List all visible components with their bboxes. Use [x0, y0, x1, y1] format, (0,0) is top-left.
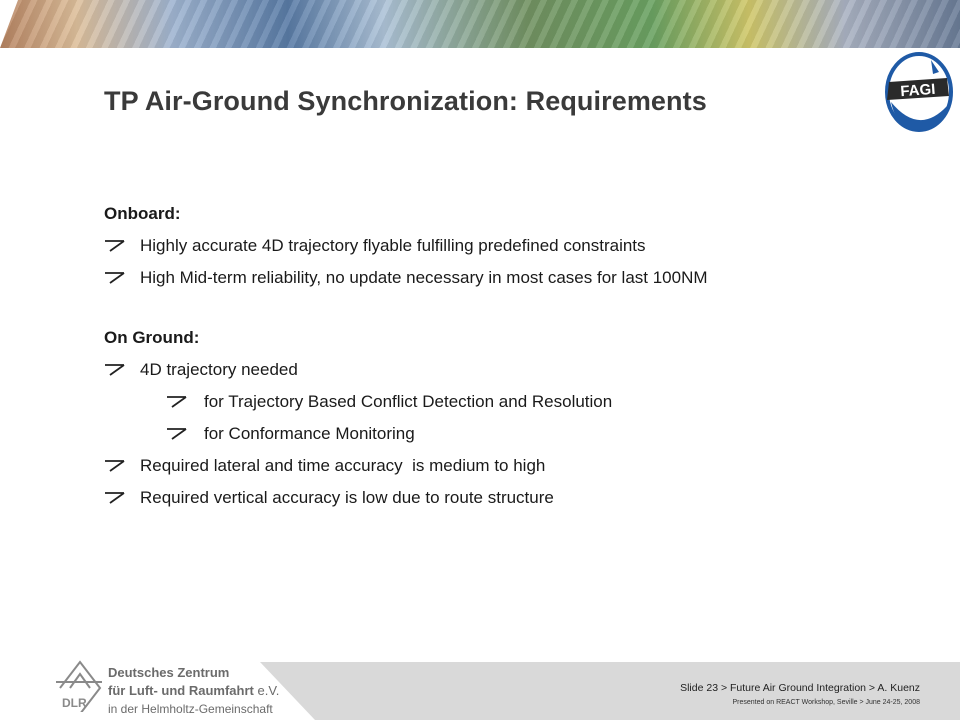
org-line-3: in der Helmholtz-Gemeinschaft	[108, 702, 273, 716]
list-item	[104, 232, 904, 264]
arrow-bullet-icon	[104, 270, 126, 284]
arrow-bullet-icon	[104, 362, 126, 376]
onboard-heading: Onboard:	[104, 204, 181, 223]
dlr-org-name	[108, 664, 279, 718]
list-item-text: Highly accurate 4D trajectory flyable fulfilling predefined constraints	[140, 236, 646, 255]
header-banner	[0, 0, 960, 48]
ground-heading: On Ground:	[104, 328, 200, 347]
sub-list-item	[104, 388, 904, 420]
arrow-bullet-icon	[166, 394, 188, 408]
sub-list-item-text: for Conformance Monitoring	[204, 424, 415, 443]
org-ev: e.V.	[253, 683, 280, 698]
list-item	[104, 356, 904, 388]
list-item-text: Required vertical accuracy is low due to route structure	[140, 488, 554, 507]
org-line-2	[108, 682, 279, 700]
banner-corner	[0, 0, 18, 48]
list-item	[104, 452, 904, 484]
list-item-text: High Mid-term reliability, no update necessary in most cases for last 100NM	[140, 268, 708, 287]
list-item-text: 4D trajectory needed	[140, 360, 298, 379]
fagi-logo	[881, 52, 953, 132]
arrow-bullet-icon	[166, 426, 188, 440]
org-line-1: Deutsches Zentrum	[108, 665, 230, 680]
list-item-text: Required lateral and time accuracy is medium to high	[140, 456, 546, 475]
slide-reference: Slide 23 > Future Air Ground Integration > A. Kuenz	[680, 682, 920, 694]
list-item	[104, 264, 904, 296]
content-body	[104, 200, 904, 516]
page-title: TP Air-Ground Synchronization: Requirements	[104, 86, 707, 116]
dlr-abbr: DLR	[62, 696, 87, 710]
sub-list-item	[104, 420, 904, 452]
logo-text: FAGI	[899, 80, 936, 101]
arrow-bullet-icon	[104, 490, 126, 504]
arrow-bullet-icon	[104, 458, 126, 472]
list-item	[104, 484, 904, 516]
sub-list-item-text: for Trajectory Based Conflict Detection and Resolution	[204, 392, 613, 411]
org-line-2-text: für Luft- und Raumfahrt	[108, 683, 254, 698]
presented-note: Presented on REACT Workshop, Seville > June 24-25, 2008	[732, 699, 920, 706]
arrow-bullet-icon	[104, 238, 126, 252]
